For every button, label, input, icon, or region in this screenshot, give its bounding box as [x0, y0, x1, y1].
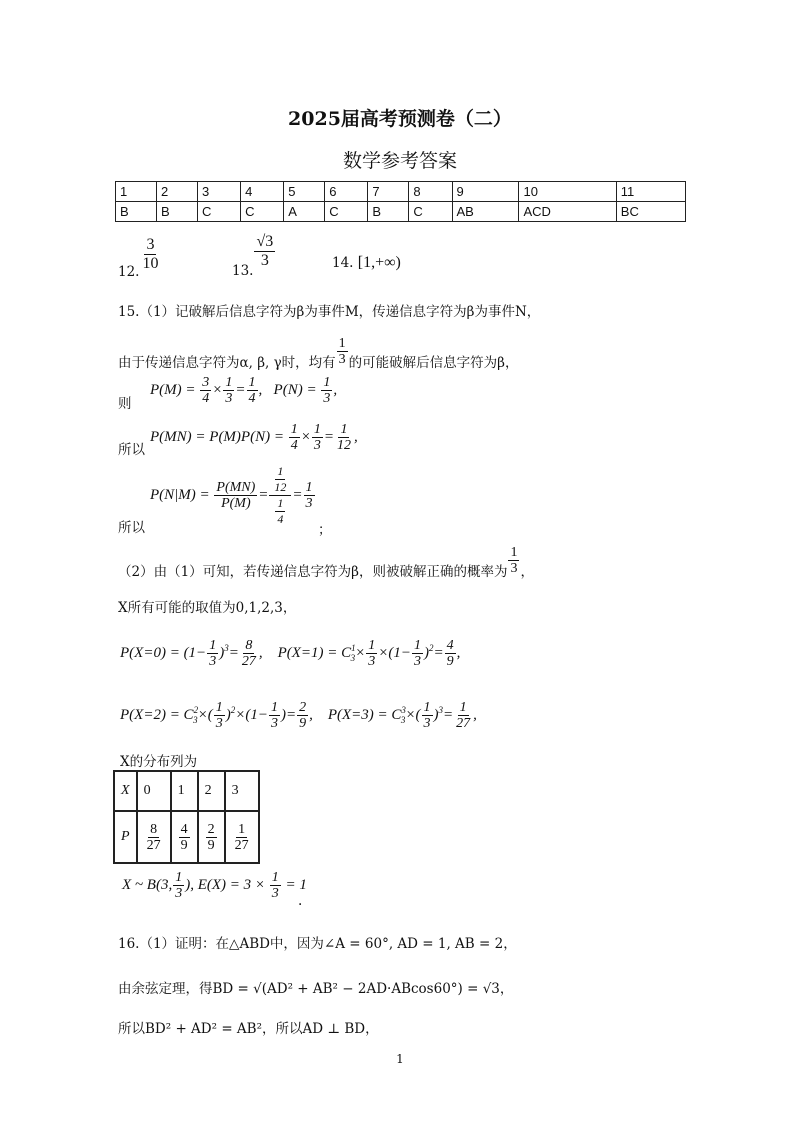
distribution-probability-fraction: [233, 822, 251, 853]
q15-px0-lhs: P(X=0) =: [120, 644, 184, 661]
answer-choice-cell: C: [409, 202, 452, 222]
q15-px2-px3: $P(X=2) = C^2_3\times$( $\frac{1}{3}$ )$^2$×(1− $\frac{1}{3}$ )= $\frac{2}{9}$ , $P(X=3) = C^3_3\times$( $\frac{1}{3}$ )$^3$= $\frac{1}{27}$ ,: [120, 700, 477, 731]
q13-label: 13.: [232, 263, 254, 279]
q15-px2-lhs: P(X=2) = C: [120, 706, 194, 723]
q15-expectation-result: = 1: [281, 876, 307, 893]
page-subtitle: 数学参考答案: [342, 150, 457, 172]
answer-number-cell: 10: [519, 182, 616, 202]
distribution-header-cell: 3: [225, 771, 259, 811]
q15-eq-pm-lhs: P(M) =: [150, 381, 200, 398]
distribution-probability-fraction: [179, 822, 190, 853]
probability-numerator: 1: [238, 821, 246, 837]
q15-then-label: 则: [118, 396, 132, 412]
answer-number-cell: 2: [156, 182, 197, 202]
answer-choice-cell: C: [325, 202, 368, 222]
q15-px0-px1: P(X=0) = (1− $\frac{1}{3}$ )$^3$= $\frac{8}{27}$ , $P(X=1) = C^1_3\times$ $\frac{1}{3}$ ×(1− $\frac{1}{3}$ )$^2$= $\frac{4}{9}$ ,: [120, 638, 461, 669]
q15-period: .: [298, 893, 303, 909]
q12-denominator: 10: [142, 255, 159, 272]
q15-so-label-2: 所以: [118, 520, 145, 536]
q16-line1: 16.（1）证明：在△ABD中，因为∠A = 60°, AD = 1, AB = 2，: [118, 936, 517, 952]
probability-numerator: 2: [207, 821, 215, 837]
q15-part2-line2: X所有可能的取值为0,1,2,3，: [118, 600, 297, 616]
q15-semicolon: ；: [318, 522, 332, 538]
q15-line2-text-b: 的可能破解后信息字符为β，: [348, 355, 519, 371]
q16-line2: 由余弦定理，得BD = √(AD² + AB² − 2AD·ABcos60°) = √3，: [118, 981, 514, 997]
q15-distribution-caption: X的分布列为: [120, 754, 198, 770]
answer-number-cell: 7: [368, 182, 409, 202]
distribution-header-cell: 0: [137, 771, 171, 811]
answer-choice-cell: C: [197, 202, 240, 222]
q15-px3-lhs: P(X=3) = C: [327, 706, 402, 723]
answer-number-cell: 1: [116, 182, 157, 202]
probability-denominator: 9: [180, 837, 188, 853]
page-number: 1: [396, 1052, 404, 1066]
q13-fraction: [254, 233, 275, 270]
distribution-header-cell: X: [114, 771, 137, 811]
distribution-p-label: P: [114, 811, 137, 863]
probability-denominator: 27: [146, 837, 161, 853]
q15-eq-conditional: P(N|M) = $\frac{P(MN)}{P(M)}$ = $\frac{\frac{1}{12}}{\frac{1}{4}}$ = $\frac{1}{3}$: [150, 464, 313, 526]
q15-part2-text: （2）由（1）可知，若传递信息字符为β，则被破解正确的概率为: [118, 564, 508, 580]
answer-choice-cell: B: [116, 202, 157, 222]
answer-choice-cell: ACD: [519, 202, 616, 222]
answer-choice-cell: C: [241, 202, 284, 222]
q12-label: 12.: [118, 264, 140, 280]
answer-choice-cell: BC: [616, 202, 685, 222]
q15-eq-pn-lhs: P(N) =: [273, 381, 321, 398]
q15-eq-pmn-lhs: P(MN) = P(M)P(N) =: [150, 428, 288, 445]
q15-expectation-lhs: E(X) = 3 ×: [197, 876, 269, 893]
distribution-header-cell: 1: [171, 771, 198, 811]
q15-expectation: X ~ B(3, $\frac{1}{3}$ ), E(X) = 3 × $\frac{1}{3}$ = 1: [122, 870, 307, 901]
answer-number-cell: 5: [284, 182, 325, 202]
distribution-header-cell: 2: [198, 771, 225, 811]
q15-so-label-1: 所以: [118, 442, 145, 458]
answer-number-cell: 6: [325, 182, 368, 202]
q12-answer: [118, 236, 161, 280]
probability-denominator: 9: [207, 837, 215, 853]
distribution-probability-fraction: [145, 822, 163, 853]
probability-numerator: 4: [180, 821, 188, 837]
distribution-header-row: [114, 771, 259, 811]
q12-numerator: 3: [146, 236, 155, 253]
q15-px1-lhs: P(X=1) = C: [277, 644, 352, 661]
answer-number-cell: 8: [409, 182, 452, 202]
distribution-probability-fraction: [206, 822, 217, 853]
answer-number-cell: 9: [452, 182, 519, 202]
distribution-probability-cell: [198, 811, 225, 863]
probability-numerator: 8: [150, 821, 158, 837]
answer-number-cell: 11: [616, 182, 685, 202]
q13-answer: [232, 233, 276, 279]
q14-value: [1,+∞): [357, 254, 401, 271]
q15-line2: [118, 336, 519, 371]
q16-line3: 所以BD² + AD² = AB²，所以AD ⊥ BD，: [118, 1021, 379, 1037]
answer-table-number-row: [116, 182, 686, 202]
distribution-probability-cell: [137, 811, 171, 863]
q15-part2-line1: （2）由（1）可知，若传递信息字符为β，则被破解正确的概率为 $\frac{1}{3}$ ，: [118, 545, 534, 580]
page-title: 2025届高考预测卷（二）: [288, 108, 512, 130]
answer-choice-cell: A: [284, 202, 325, 222]
answer-table-answer-row: [116, 202, 686, 222]
q14-label: 14.: [332, 255, 354, 271]
q12-fraction: [140, 236, 160, 273]
q15-expectation-dist: X ~ B: [122, 876, 156, 893]
answer-number-cell: 3: [197, 182, 240, 202]
distribution-probability-cell: [225, 811, 259, 863]
answer-choice-cell: B: [156, 202, 197, 222]
distribution-probability-cell: [171, 811, 198, 863]
q14-answer: [332, 254, 401, 272]
answer-choice-cell: AB: [452, 202, 519, 222]
answer-number-cell: 4: [241, 182, 284, 202]
distribution-value-row: [114, 811, 259, 863]
q15-eq-conditional-lhs: P(N|M) =: [150, 486, 214, 503]
q13-denominator: 3: [260, 252, 269, 269]
q13-numerator: √3: [256, 233, 274, 250]
q15-eq-pmn: P(MN) = P(M)P(N) = $\frac{1}{4}$ × $\frac{1}{3}$ = $\frac{1}{12}$ ,: [150, 422, 358, 453]
probability-denominator: 27: [234, 837, 249, 853]
q15-eq-pm: P(M) = $\frac{3}{4}$ × $\frac{1}{3}$ = $\frac{1}{4}$ , P(N) = $\frac{1}{3}$ ,: [150, 375, 338, 406]
q15-line2-text-a: 由于传递信息字符为α, β, γ时，均有: [118, 355, 336, 371]
answer-choice-cell: B: [368, 202, 409, 222]
q15-line1: 15.（1）记破解后信息字符为β为事件M，传递信息字符为β为事件N，: [118, 304, 541, 320]
q15-one-third-fraction: $\frac{1}{3}$: [338, 336, 346, 367]
answer-table: [115, 181, 686, 222]
distribution-table: [113, 770, 260, 864]
